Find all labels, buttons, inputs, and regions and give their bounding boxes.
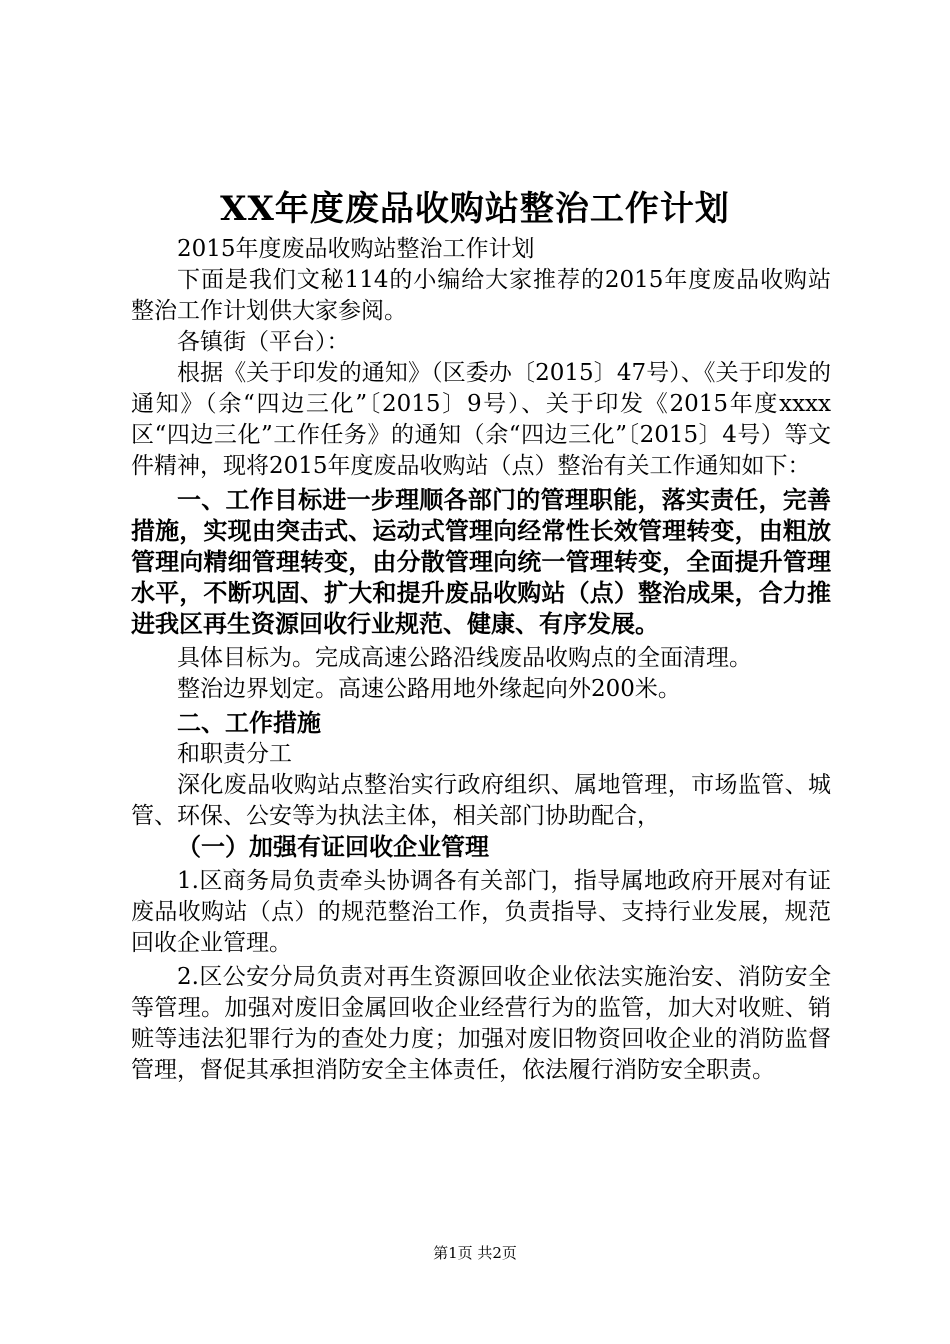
document-title: XX年度废品收购站整治工作计划 <box>220 189 730 229</box>
paragraph-item-2: 2.区公安分局负责对再生资源回收企业依法实施治安、消防安全等管理。加强对废旧金属回收企业经营行为的监管，加大对收赃、销赃等违法犯罪行为的查处力度；加强对废旧物资回收企业的消防监督管理，督促其承担消防安全主体责任，依法履行消防安全职责。 <box>131 964 831 1083</box>
section-heading-measures: 二、工作措施 <box>177 709 321 737</box>
paragraph-responsibilities: 和职责分工 <box>177 741 292 767</box>
paragraph-basis: 根据《关于印发的通知》（区委办〔2015〕47号）、《关于印发的通知》（余“四边三化”〔2015〕9号）、关于印发《2015年度xxxx区“四边三化”工作任务》的通知（余“四边三化”〔2015〕4号）等文件精神，现将2015年度废品收购站（点）整治有关工作通知如下： <box>131 360 831 479</box>
page-footer: 第1页 共2页 <box>433 1244 517 1262</box>
paragraph-specific-goal: 具体目标为。完成高速公路沿线废品收购点的全面清理。 <box>177 645 752 671</box>
section-heading-goals: 一、工作目标进一步理顺各部门的管理职能，落实责任，完善措施，实现由突击式、运动式管理向经常性长效管理转变，由粗放管理向精细管理转变，由分散管理向统一管理转变，全面提升管理水平，不断巩固、扩大和提升废品收购站（点）整治成果，合力推进我区再生资源回收行业规范、健康、有序发展。 <box>131 486 831 638</box>
paragraph-intro: 下面是我们文秘114的小编给大家推荐的2015年度废品收购站整治工作计划供大家参阅。 <box>131 267 831 324</box>
paragraph-boundary: 整治边界划定。高速公路用地外缘起向外200米。 <box>177 676 681 702</box>
subsection-heading-licensed: （一）加强有证回收企业管理 <box>177 833 489 861</box>
paragraph-salutation: 各镇街（平台）： <box>177 329 350 355</box>
document-body <box>131 234 831 1086</box>
paragraph-plan-subtitle: 2015年度废品收购站整治工作计划 <box>177 236 535 262</box>
paragraph-item-1: 1.区商务局负责牵头协调各有关部门，指导属地政府开展对有证废品收购站（点）的规范整治工作，负责指导、支持行业发展，规范回收企业管理。 <box>131 868 831 956</box>
paragraph-deepen: 深化废品收购站点整治实行政府组织、属地管理，市场监管、城管、环保、公安等为执法主体，相关部门协助配合， <box>131 772 831 829</box>
